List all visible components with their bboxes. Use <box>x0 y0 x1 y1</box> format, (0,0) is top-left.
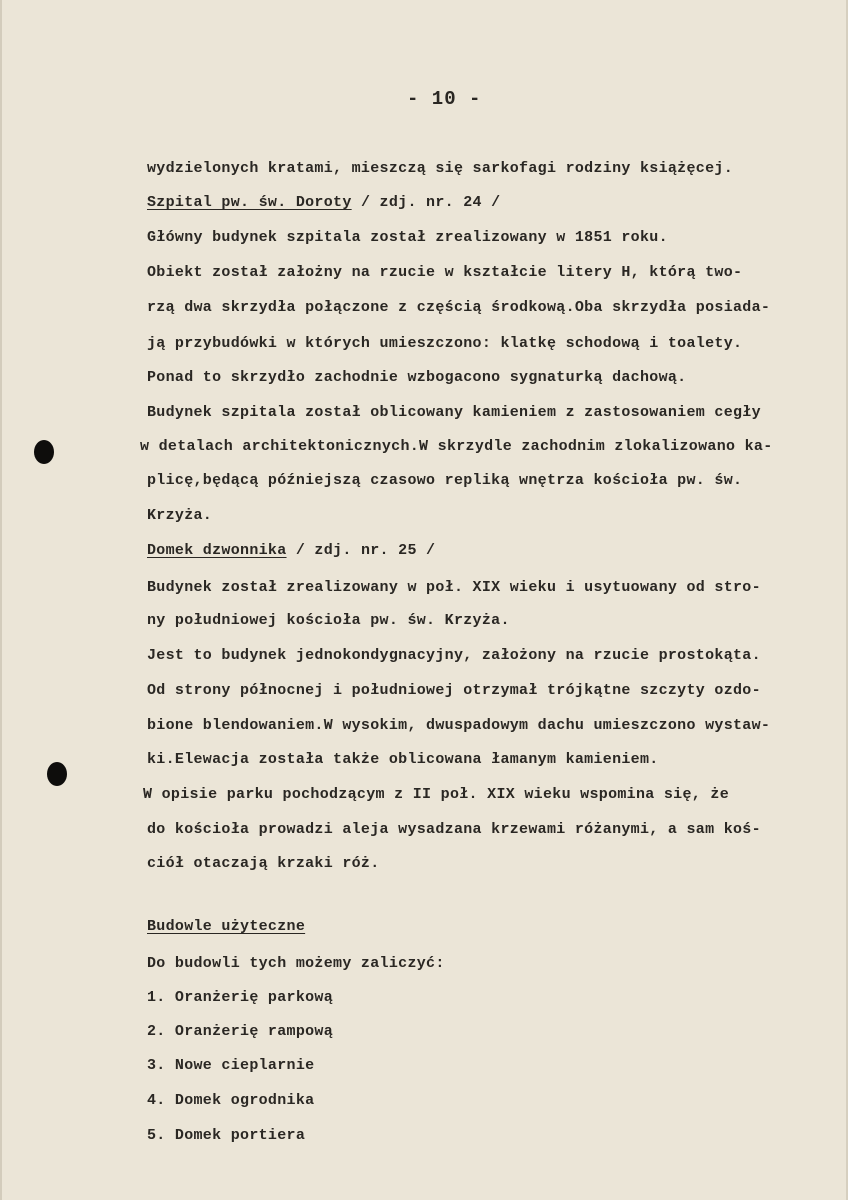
section-heading-hospital <box>147 194 500 211</box>
text-line: Budynek szpitala został oblicowany kamieniem z zastosowaniem cegły <box>147 404 761 421</box>
section-heading-bell-ringer <box>147 542 435 559</box>
text-line: Od strony północnej i południowej otrzymał trójkątne szczyty ozdo- <box>147 682 761 699</box>
text-line: do kościoła prowadzi aleja wysadzana krzewami różanymi, a sam koś- <box>147 821 761 838</box>
punch-hole <box>34 440 54 464</box>
text-line: ny południowej kościoła pw. św. Krzyża. <box>147 612 510 629</box>
text-line: ki.Elewacja została także oblicowana łamanym kamieniem. <box>147 751 659 768</box>
heading-title: Szpital pw. św. Doroty <box>147 194 352 211</box>
text-line: ciół otaczają krzaki róż. <box>147 855 380 872</box>
text-line: ją przybudówki w których umieszczono: klatkę schodową i toalety. <box>147 335 743 352</box>
text-line: Główny budynek szpitala został zrealizowany w 1851 roku. <box>147 229 668 246</box>
list-item: 4. Domek ogrodnika <box>147 1092 315 1109</box>
punch-hole <box>47 762 67 786</box>
text-line: Budynek został zrealizowany w poł. XIX wieku i usytuowany od stro- <box>147 579 761 596</box>
list-item: 3. Nowe cieplarnie <box>147 1057 315 1074</box>
text-line: Obiekt został założny na rzucie w kształcie litery H, którą two- <box>147 264 743 281</box>
text-line: W opisie parku pochodzącym z II poł. XIX wieku wspomina się, że <box>143 786 729 803</box>
list-item: 5. Domek portiera <box>147 1127 306 1144</box>
page-number: - 10 - <box>407 88 482 110</box>
text-line: Krzyża. <box>147 507 213 524</box>
text-line: Jest to budynek jednokondygnacyjny, założony na rzucie prostokąta. <box>147 647 761 664</box>
section-heading-utility-buildings: Budowle użyteczne <box>147 918 306 935</box>
list-item: 2. Oranżerię rampową <box>147 1023 334 1040</box>
text-line: w detalach architektonicznych.W skrzydle zachodnim zlokalizowano ka- <box>140 438 773 455</box>
text-line: rzą dwa skrzydła połączone z częścią środkową.Oba skrzydła posiada- <box>147 299 771 316</box>
photo-reference: / zdj. nr. 25 / <box>286 542 436 559</box>
text-line: wydzielonych kratami, mieszczą się sarkofagi rodziny książęcej. <box>147 160 733 177</box>
text-line: Ponad to skrzydło zachodnie wzbogacono sygnaturką dachową. <box>147 369 687 386</box>
text-line: plicę,będącą późniejszą czasowo repliką wnętrza kościoła pw. św. <box>147 472 743 489</box>
photo-reference: / zdj. nr. 24 / <box>351 194 501 211</box>
text-line: bione blendowaniem.W wysokim, dwuspadowym dachu umieszczono wystaw- <box>147 717 771 734</box>
text-line: Do budowli tych możemy zaliczyć: <box>147 955 445 972</box>
list-item: 1. Oranżerię parkową <box>147 989 334 1006</box>
heading-title: Domek dzwonnika <box>147 542 287 559</box>
